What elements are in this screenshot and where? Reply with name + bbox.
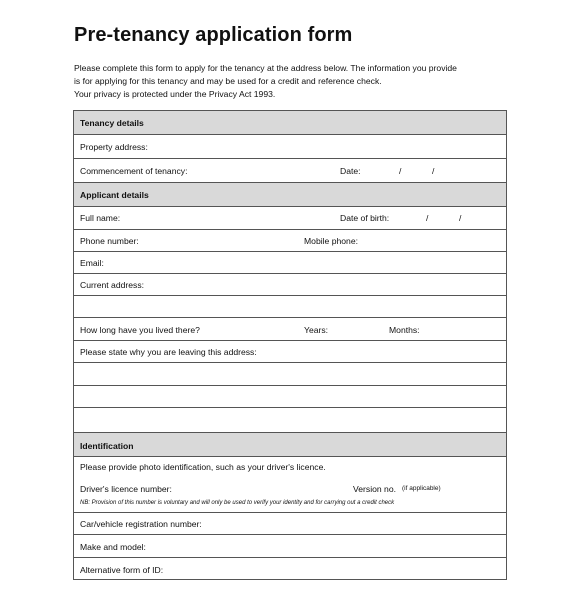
make-model-label: Make and model: [80, 542, 146, 552]
intro-line: Your privacy is protected under the Privacy Act 1993. [74, 89, 276, 99]
section-heading: Applicant details [80, 190, 149, 200]
months-label: Months: [389, 325, 420, 335]
email-label: Email: [80, 258, 104, 268]
leaving-reason-line[interactable] [74, 386, 506, 408]
section-heading: Identification [80, 441, 134, 451]
dob-label: Date of birth: [340, 213, 390, 223]
date-separator: / [399, 166, 402, 176]
section-tenancy-details [74, 111, 506, 135]
car-registration-field[interactable] [74, 513, 506, 535]
if-applicable-note: (if applicable) [402, 485, 441, 492]
photo-id-label: Please provide photo identification, such as your driver's licence. [80, 462, 326, 472]
photo-id-instruction [74, 457, 506, 481]
years-label: Years: [304, 325, 329, 335]
page-title: Pre-tenancy application form [74, 24, 353, 46]
application-form [73, 110, 507, 580]
commencement-label: Commencement of tenancy: [80, 166, 188, 176]
alt-id-field[interactable] [74, 558, 506, 580]
property-address-field[interactable] [74, 135, 506, 159]
intro-text [74, 62, 514, 101]
leaving-reason-label: Please state why you are leaving this address: [80, 347, 257, 357]
duration-field[interactable] [74, 318, 506, 341]
current-address-field[interactable] [74, 274, 506, 296]
commencement-field[interactable] [74, 159, 506, 183]
car-registration-label: Car/vehicle registration number: [80, 519, 202, 529]
alt-id-label: Alternative form of ID: [80, 565, 164, 575]
licence-field[interactable] [74, 481, 506, 513]
mobile-label: Mobile phone: [304, 236, 358, 246]
how-long-label: How long have you lived there? [80, 325, 200, 335]
section-identification [74, 433, 506, 457]
licence-label: Driver's licence number: [80, 484, 172, 494]
property-address-label: Property address: [80, 142, 148, 152]
current-address-label: Current address: [80, 280, 145, 290]
date-separator: / [459, 213, 462, 223]
intro-line: Please complete this form to apply for the tenancy at the address below. The information you provide [74, 63, 457, 73]
current-address-line[interactable] [74, 296, 506, 318]
full-name-field[interactable] [74, 207, 506, 230]
leaving-reason-line[interactable] [74, 363, 506, 386]
leaving-reason-line[interactable] [74, 408, 506, 433]
date-label: Date: [340, 166, 361, 176]
version-label: Version no. [353, 484, 396, 494]
full-name-label: Full name: [80, 213, 121, 223]
section-heading: Tenancy details [80, 118, 144, 128]
phone-label: Phone number: [80, 236, 139, 246]
date-separator: / [426, 213, 429, 223]
make-model-field[interactable] [74, 535, 506, 558]
intro-line: is for applying for this tenancy and may be used for a credit and reference check. [74, 76, 382, 86]
email-field[interactable] [74, 252, 506, 274]
leaving-reason-field[interactable] [74, 341, 506, 363]
section-applicant-details [74, 183, 506, 207]
date-separator: / [432, 166, 435, 176]
phone-field[interactable] [74, 230, 506, 252]
licence-privacy-note: NB: Provision of this number is voluntary and will only be used to verify your identity and for carrying out a credit check [80, 500, 395, 506]
